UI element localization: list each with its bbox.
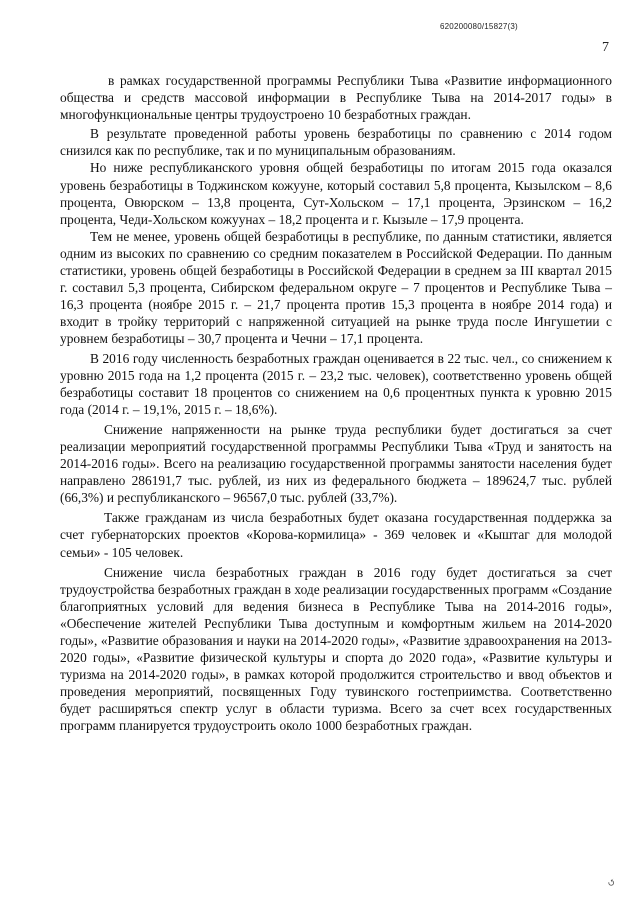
body-text [60, 72, 612, 735]
paragraph-5: В 2016 году численность безработных граждан оценивается в 22 тыс. чел., со снижением к уровню 2015 года на 1,2 процента (2015 г. – 23,2 тыс. человек), соответственно уровень общей безработицы составит 18 процентов со снижением на 0,6 процентных пункта к уровню 2015 года (2014 г. – 19,1%, 2015 г. – 18,6%). [60, 350, 612, 417]
paragraph-6: Снижение напряженности на рынке труда республики будет достигаться за счет реализации мероприятий государственной программы Республики Тыва «Труд и занятость на 2014-2016 годы». Всего на реализацию государственной программы занятости населения будет направлено 286191,7 тыс. рублей, из них из федерального бюджета – 189624,7 тыс. рублей (66,3%) и республиканского – 96567,0 тыс. рублей (33,7%). [60, 421, 612, 506]
paragraph-1: в рамках государственной программы Республики Тыва «Развитие информационного общества и средств массовой информации в Республике Тыва на 2014-2017 годы» в многофункциональные центры трудоустроено 10 безработных граждан. [60, 73, 612, 123]
paragraph-3: Но ниже республиканского уровня общей безработицы по итогам 2015 года оказался уровень безработицы в Тоджинском кожууне, который составил 5,8 процента, Кызылском – 8,6 процента, Овюрском – 13,8 процента, Сут-Хольском – 17,1 процента, Эрзинском – 16,2 процента, Чеди-Хольском кожуунах – 18,2 процента и г. Кызыле – 17,9 процента. [60, 160, 612, 227]
paragraph-8: Снижение числа безработных граждан в 2016 году будет достигаться за счет трудоустройства безработных граждан в ходе реализации государственных программ «Создание благоприятных условий для ведения бизнеса в Республике Тыва на 2014-2016 годы», «Обеспечение жителей Республики Тыва доступным и комфортным жильем на 2014-2020 годы», «Развитие образования и науки на 2014-2020 годы», «Развитие здравоохранения на 2013-2020 годы», «Развитие физической культуры и спорта до 2020 года», «Развитие культуры и туризма на 2014-2020 годы», в рамках которой продолжится строительство и ввод объектов и проведения мероприятий, посвященных Году тувинского гостеприимства. Соответственно будет расширяться спектр услуг в области туризма. Всего за счет всех государственных программ планируется трудоустроить около 1000 безработных граждан. [60, 564, 612, 734]
paragraph-7: Также гражданам из числа безработных будет оказана государственная поддержка за счет губернаторских проектов «Корова-кормилица» - 369 человек и «Кыштаг для молодой семьи» - 105 человек. [60, 510, 612, 560]
paragraph-2: В результате проведенной работы уровень безработицы по сравнению с 2014 годом снизился как по республике, так и по муниципальным образованиям. [60, 126, 612, 159]
document-id: 620200080/15827(3) [440, 22, 518, 31]
corner-mark-icon: ↺ [605, 876, 619, 891]
paragraph-4: Тем не менее, уровень общей безработицы в республике, по данным статистики, является одним из высоких по сравнению со средним показателем в Российской Федерации. По данным статистики, уровень общей безработицы в Российской Федерации в среднем за III квартал 2015 г. составил 5,3 процента, Сибирском федеральном округе – 7 процентов и Республике Тыва – 16,3 процента (ноябре 2015 г. – 21,7 процента против 15,3 процента в ноябре 2014 года) и входит в тройку территорий с напряженной ситуацией на рынке труда после Ингушетии с уровнем безработицы – 30,7 процента и Чечни – 17,1 процента. [60, 228, 612, 347]
page-number: 7 [602, 40, 609, 55]
